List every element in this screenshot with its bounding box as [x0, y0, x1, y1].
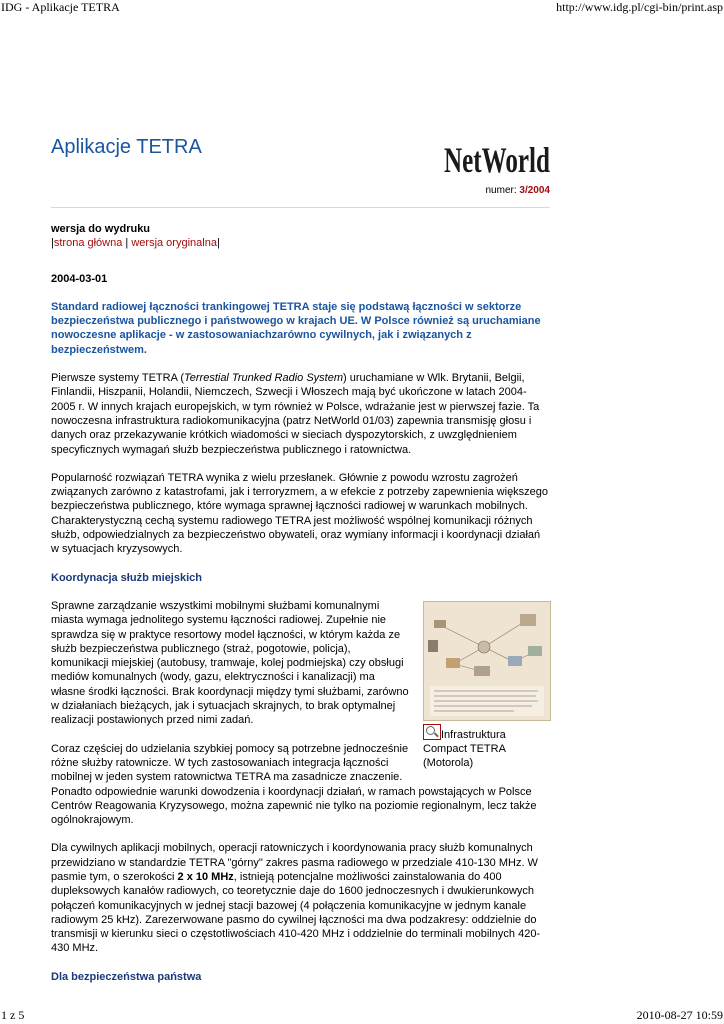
print-url: http://www.idg.pl/cgi-bin/print.asp — [556, 0, 723, 14]
original-version-link[interactable]: wersja oryginalna — [131, 237, 217, 250]
issue-label: numer: — [485, 185, 517, 196]
magnifier-icon[interactable] — [423, 724, 441, 740]
networld-logo — [443, 136, 551, 178]
paragraph-2: Popularność rozwiązań TETRA wynika z wielu przesłanek. Głównie z powodu wzrostu zagrożeń związanych zarówno z katastrofami, jak i terroryzmem, a w efekcie z potrzeby zapewnienia większego bezpieczeństwa publicznego, które wymaga sprawnej łączności radiowej w warunkach mobilnych. Charakterystyczną cechą systemu radiowego TETRA jest możliwość wspólnej komunikacji różnych służb, odpowiedzialnych za bezpieczeństwo obywateli, oraz wymiany informacji i koordynacji działań w sytuacjach kryzysowych. — [51, 471, 549, 556]
paragraph-3: Sprawne zarządzanie wszystkimi mobilnymi służbami komunalnymi miasta wymaga jednolitego systemu łączności radiowej. Zupełnie nie sprawdza się w praktyce resortowy model łączności, w którym każda ze służb bezpieczeństwa publicznego (straż, pogotowie, policja), komunikacji miejskiej (autobusy, tramwaje, kolej podmiejska) czy obsługi mediów komunalnych (wody, gazu, elektryczności i kanalizacji) ma własne środki łączności. Brak koordynacji między tymi służbami, zarówno w działaniach bieżących, jak i sytuacjach skrajnych, to brak optymalnej realizacji postawionych przed nimi zadań. — [51, 599, 409, 727]
issue-number: 3/2004 — [519, 185, 550, 196]
home-link[interactable]: strona główna — [53, 237, 123, 250]
article-body — [51, 222, 551, 984]
paragraph-4: Coraz częściej do udzielania szybkiej pomocy są potrzebne jednocześnie różne służby ratownicze. W tych zastosowaniach integracja łączności mobilnej w jeden system ratownictwa TETRA ma zasadnicze znaczenie. Ponadto odpowiednie warunki dowodzenia i koordynacji działań, w ramach powstających w Polsce Centrów Reagowania Kryzysowego, można zapewnić nie tylko na poziomie regionalnym, lecz także ogólnokrajowym. — [51, 742, 537, 827]
paragraph-1: Pierwsze systemy TETRA (Terrestial Trunked Radio System) uruchamiane w Wlk. Brytanii, Belgii, Finlandii, Hiszpanii, Holandii, Niemczech, Szwecji i Włoszech mają być ukończone w latach 2004-2005 r. W innych krajach europejskich, w tym również w Polsce, wdrażanie jest w pierwszej fazie. Ta nowoczesna infrastruktura radiokomunikacyjna (patrz NetWorld 01/03) zapewnia transmisję głosu i danych oraz przekazywanie krótkich wiadomości w sieciach dyspozytorskich, z uwzględnieniem specyficznych wymagań służb bezpieczeństwa publicznego i ratownictwa. — [51, 372, 540, 456]
print-datetime: 2010-08-27 10:59 — [636, 1008, 723, 1022]
paragraph-5: Dla cywilnych aplikacji mobilnych, operacji ratowniczych i koordynowania pracy służb komunalnych przewidziano w standardzie TETRA "górny" zakres pasma radiowego w przedziale 410-130 MHz. W pasmie tym, o szerokości 2 x 10 MHz, istnieją potencjalne możliwości zainstalowania do 400 dupleksowych kanałów radiowych, co teoretycznie daje do 1600 jednoczesnych i dwukierunkowych połączeń komunikacyjnych w jednej stacji bazowej (4 połączenia komunikacyjne w jednym kanale radiowym 25 kHz). Zarezerwowane pasmo do cywilnej łączności ma dwa podzakresy: oddzielnie do transmisji w kierunku sieci o częstotliwościach 410-420 MHz i oddzielnie do terminali mobilnych 420-430 MHz. — [51, 842, 541, 955]
article-date: 2004-03-01 — [51, 272, 108, 285]
diagram-image — [424, 602, 550, 720]
section-heading-1: Koordynacja służb miejskich — [51, 571, 202, 584]
page-title: Aplikacje TETRA — [51, 136, 202, 158]
print-version-label: wersja do wydruku — [51, 223, 151, 235]
figure-caption: Infrastruktura Compact TETRA (Motorola) — [423, 724, 551, 770]
header-divider — [51, 207, 550, 208]
issue-line — [486, 185, 551, 196]
print-header — [0, 0, 724, 16]
article-lead: Standard radiowej łączności trankingowej TETRA staje się podstawą łączności w sektorze bezpieczeństwa publicznego i państwowego w krajach UE. W Polsce również są uruchamiane nowoczesne aplikacje - w zastosowaniachzarówno cywilnych, jak i związanych z bezpieczeństwem. — [51, 300, 541, 356]
page-counter: 1 z 5 — [1, 1008, 25, 1022]
section-heading-2: Dla bezpieczeństwa państwa — [51, 970, 202, 983]
print-page-title: IDG - Aplikacje TETRA — [1, 0, 120, 14]
print-footer — [0, 1006, 724, 1024]
logo-text: NetWorld — [444, 140, 550, 180]
nav-links: |strona główna | wersja oryginalna| — [51, 237, 220, 250]
tetra-infrastructure-diagram[interactable] — [423, 601, 551, 721]
figure — [423, 601, 551, 770]
